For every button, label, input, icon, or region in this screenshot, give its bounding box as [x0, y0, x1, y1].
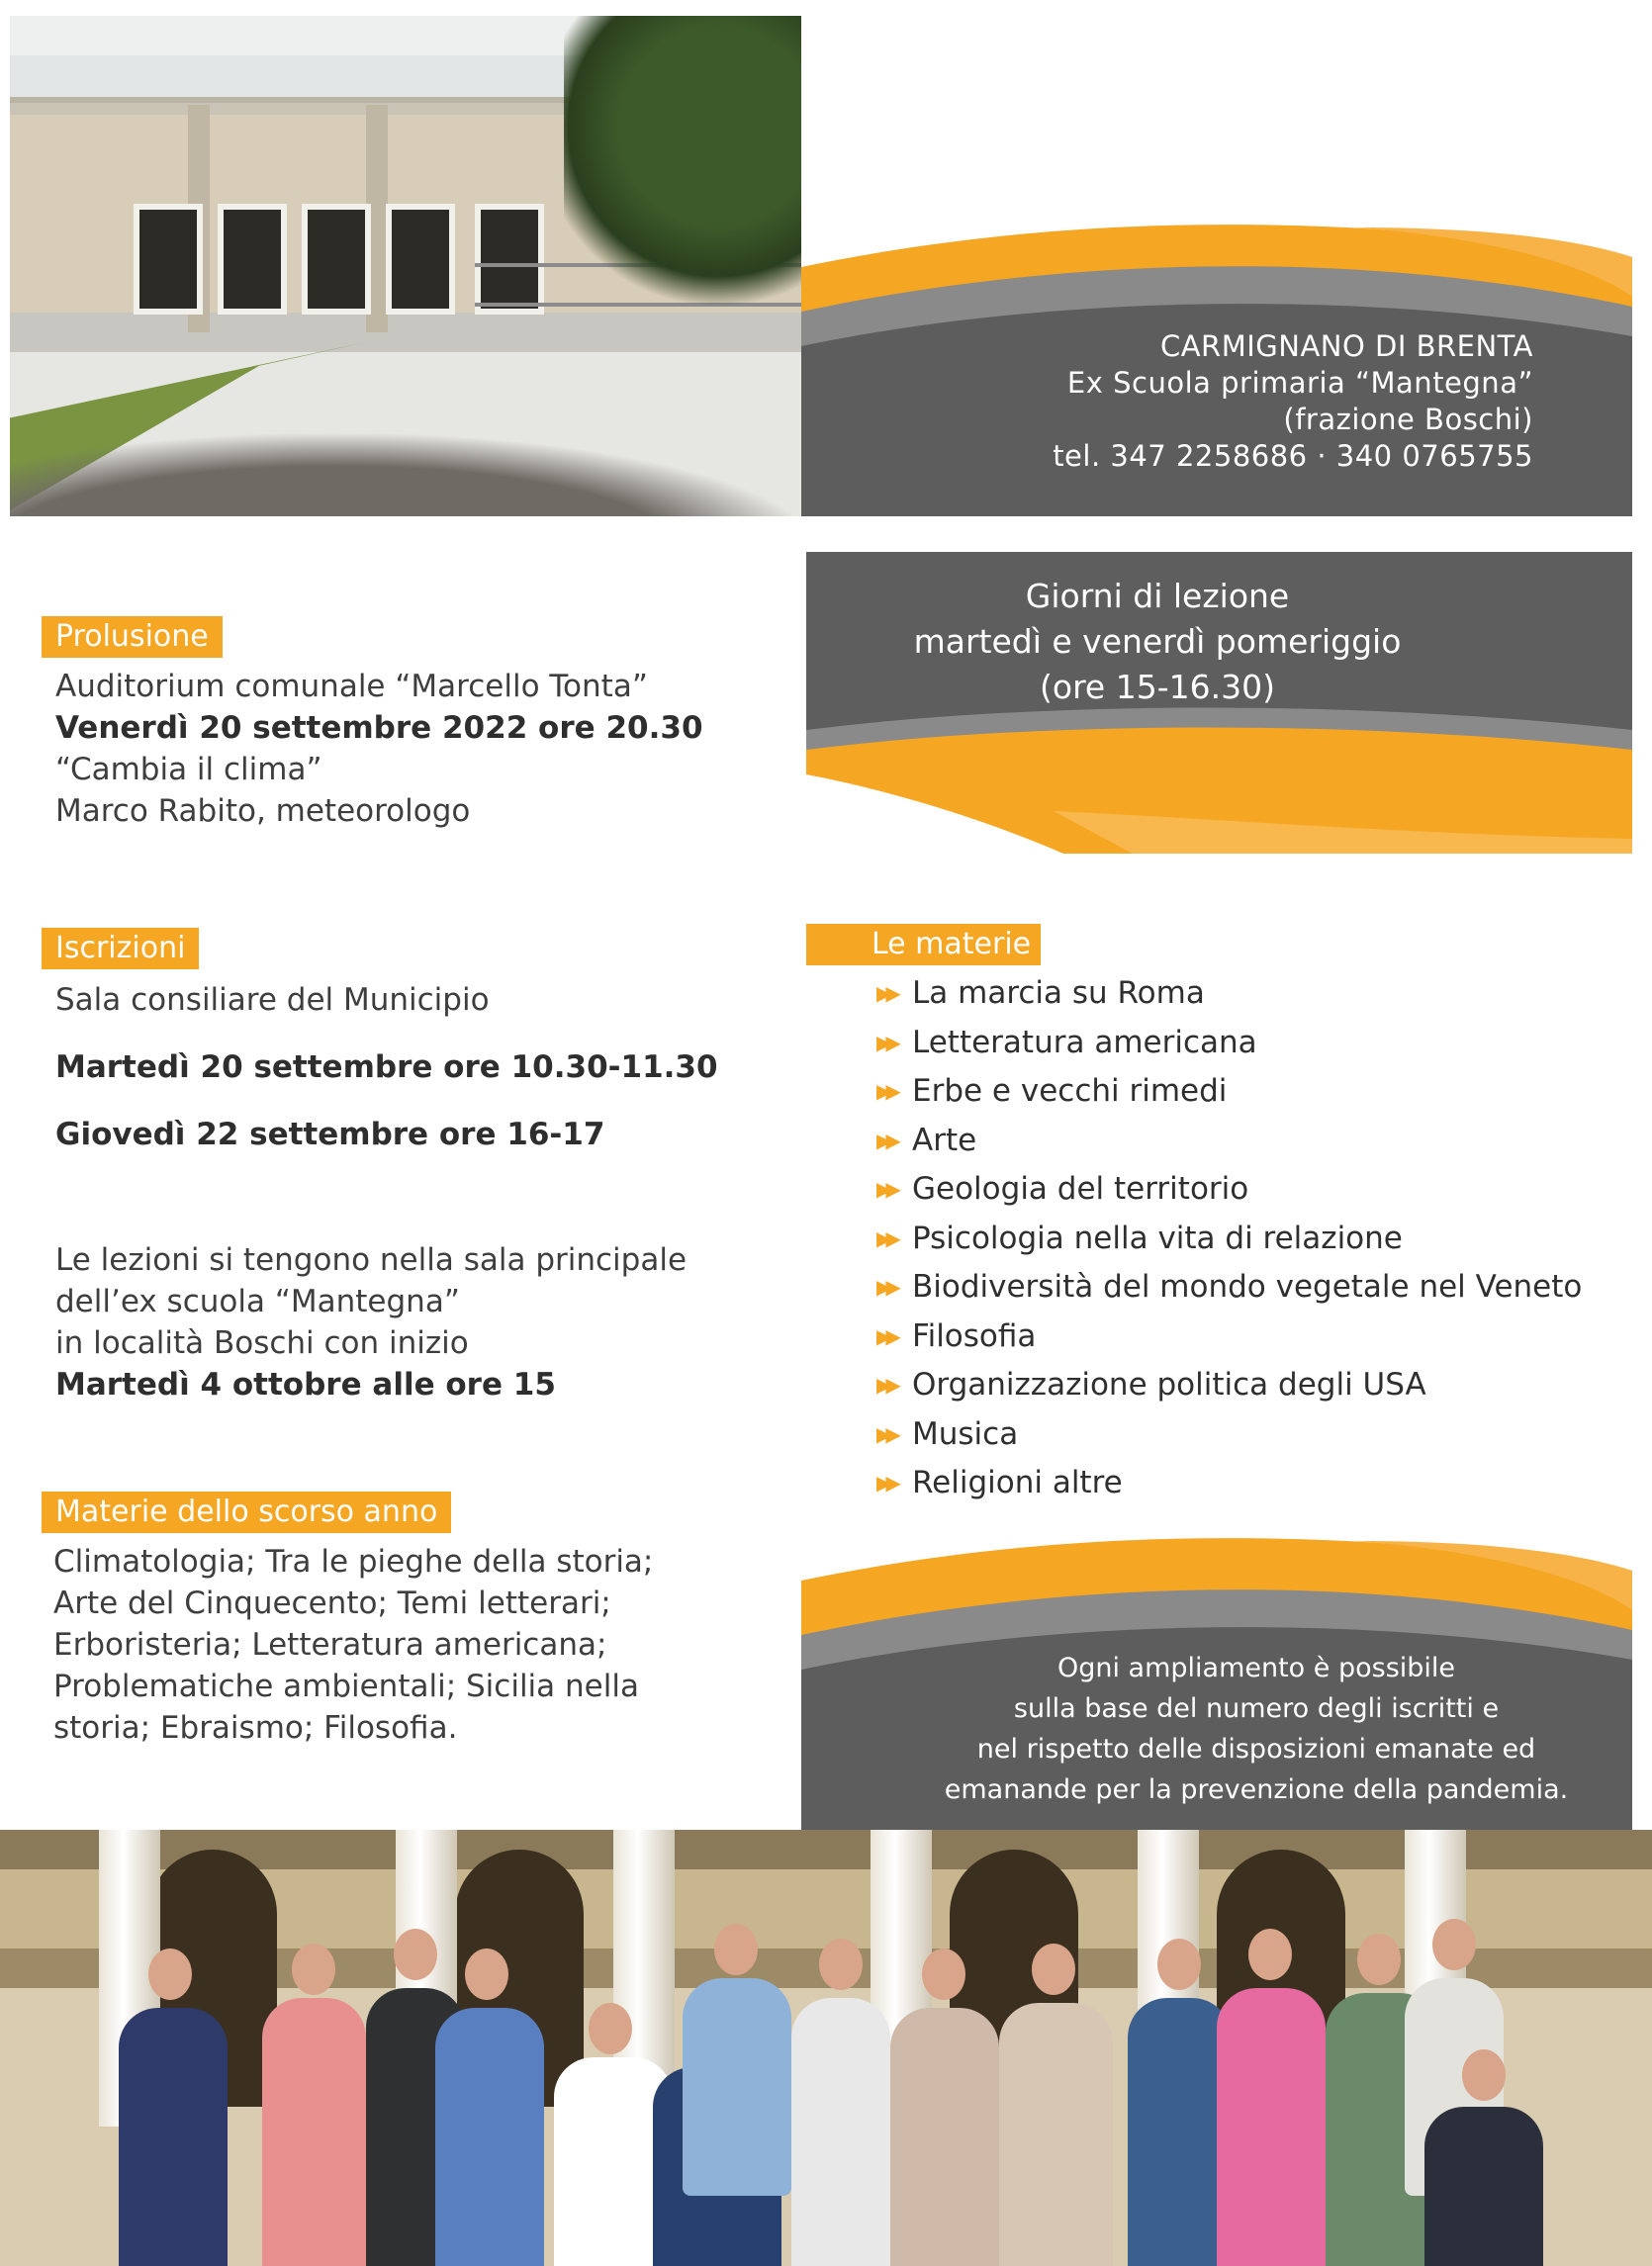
double-arrow-icon: ▶▶ [876, 1079, 895, 1103]
expansion-banner [801, 1531, 1632, 1830]
double-arrow-icon: ▶▶ [876, 1323, 895, 1348]
address-city: CARMIGNANO DI BRENTA [1159, 329, 1533, 363]
address-hamlet: (frazione Boschi) [1283, 403, 1533, 436]
previous-year-line-4: Problematiche ambientali; Sicilia nella [53, 1669, 639, 1704]
prolusione-date: Venerdì 20 settembre 2022 ore 20.30 [55, 710, 703, 746]
lesson-days-banner [806, 552, 1632, 854]
double-arrow-icon: ▶▶ [876, 1128, 895, 1152]
lessons-info-line-1: Le lezioni si tengono nella sala principale [55, 1242, 688, 1278]
expansion-line-1: Ogni ampliamento è possibile [1056, 1653, 1456, 1683]
subject-item: ▶▶ Psicologia nella vita di relazione [876, 1215, 1582, 1264]
previous-year-subjects [53, 1541, 653, 1749]
previous-year-line-1: Climatologia; Tra le pieghe della storia; [53, 1544, 654, 1580]
prolusione-speaker: Marco Rabito, meteorologo [55, 793, 471, 829]
expansion-line-2: sulla base del numero degli iscritti e [1013, 1693, 1500, 1724]
double-arrow-icon: ▶▶ [876, 1030, 895, 1054]
lesson-days-days: martedì e venerdì pomeriggio [913, 622, 1402, 661]
lessons-info-line-2: dell’ex scuola “Mantegna” [55, 1284, 460, 1319]
prolusione-title: “Cambia il clima” [55, 752, 322, 787]
double-arrow-icon: ▶▶ [876, 1471, 895, 1495]
double-arrow-icon: ▶▶ [876, 1373, 895, 1397]
double-arrow-icon: ▶▶ [876, 981, 895, 1005]
prolusione-venue: Auditorium comunale “Marcello Tonta” [55, 669, 648, 704]
double-arrow-icon: ▶▶ [876, 1275, 895, 1299]
previous-year-line-5: storia; Ebraismo; Filosofia. [53, 1710, 458, 1746]
lesson-days-hours: (ore 15-16.30) [1040, 668, 1275, 706]
lessons-info-start: Martedì 4 ottobre alle ore 15 [55, 1367, 556, 1403]
lessons-info [55, 1239, 687, 1405]
subject-item: ▶▶ Letteratura americana [876, 1019, 1582, 1068]
iscrizioni-date-2: Giovedì 22 settembre ore 16-17 [55, 1117, 605, 1152]
group-photo [0, 1830, 1652, 2266]
subject-item: ▶▶ Organizzazione politica degli USA [876, 1361, 1582, 1410]
previous-year-line-2: Arte del Cinquecento; Temi letterari; [53, 1586, 611, 1621]
address-place: Ex Scuola primaria “Mantegna” [1066, 366, 1533, 400]
subject-item: ▶▶ Biodiversità del mondo vegetale nel Veneto [876, 1263, 1582, 1313]
expansion-line-4: emanande per la prevenzione della pandemia. [944, 1774, 1569, 1805]
prolusione-label: Prolusione [42, 616, 223, 658]
address-banner [801, 218, 1632, 516]
lessons-info-line-3: in località Boschi con inizio [55, 1325, 469, 1361]
school-building-photo [10, 16, 801, 516]
double-arrow-icon: ▶▶ [876, 1421, 895, 1446]
subject-item: ▶▶ La marcia su Roma [876, 969, 1582, 1019]
subject-item: ▶▶ Filosofia [876, 1313, 1582, 1362]
iscrizioni-date-1: Martedì 20 settembre ore 10.30-11.30 [55, 1049, 718, 1085]
subject-item: ▶▶ Geologia del territorio [876, 1165, 1582, 1215]
subject-item: ▶▶ Religioni altre [876, 1459, 1582, 1508]
previous-year-label: Materie dello scorso anno [42, 1492, 451, 1533]
subject-item: ▶▶ Erbe e vecchi rimedi [876, 1067, 1582, 1117]
double-arrow-icon: ▶▶ [876, 1177, 895, 1201]
expansion-line-3: nel rispetto delle disposizioni emanate ed [976, 1734, 1536, 1765]
subject-item: ▶▶ Musica [876, 1410, 1582, 1460]
subjects-list [876, 969, 1582, 1508]
subject-item: ▶▶ Arte [876, 1117, 1582, 1166]
double-arrow-icon: ▶▶ [876, 1225, 895, 1250]
iscrizioni-venue: Sala consiliare del Municipio [55, 982, 490, 1018]
prolusione-section [55, 666, 703, 832]
address-phones: tel. 347 2258686 · 340 0765755 [1053, 439, 1533, 473]
lesson-days-title: Giorni di lezione [1025, 577, 1290, 615]
iscrizioni-label: Iscrizioni [42, 928, 199, 969]
subjects-label: Le materie [806, 924, 1041, 965]
previous-year-line-3: Erboristeria; Letteratura americana; [53, 1627, 607, 1663]
